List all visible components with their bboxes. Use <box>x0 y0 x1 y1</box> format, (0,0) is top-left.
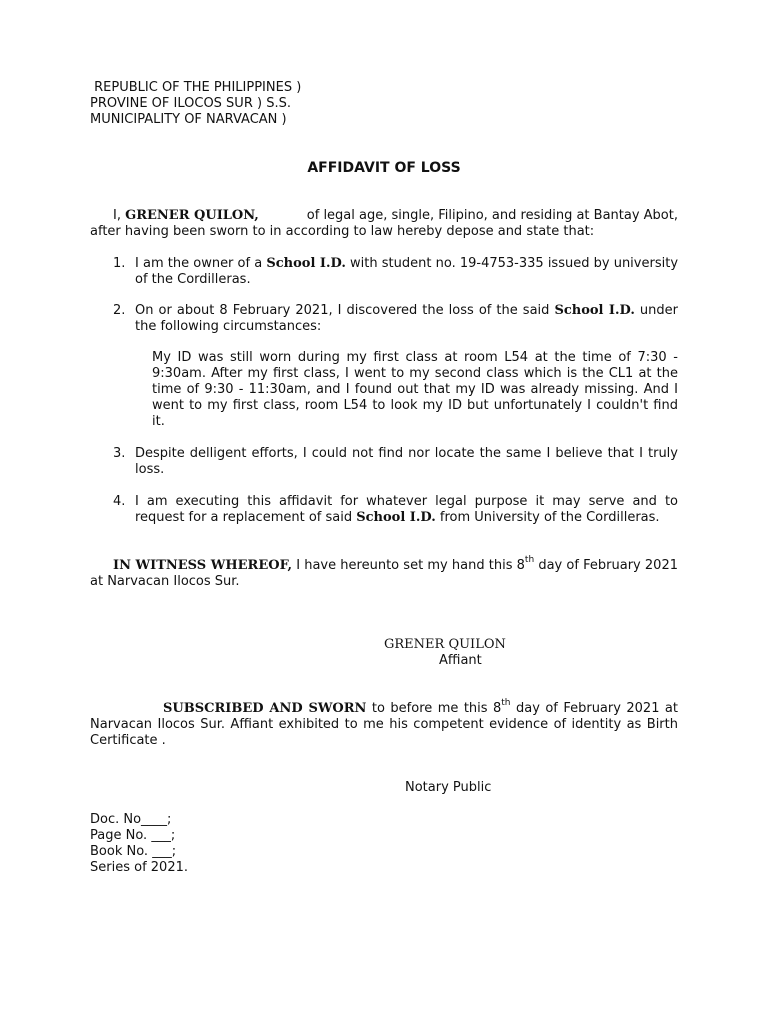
venue-line-province: PROVINE OF ILOCOS SUR ) S.S. <box>90 96 291 111</box>
intro-paragraph <box>90 208 678 240</box>
item-text-post: from University of the Cordilleras. <box>435 510 660 525</box>
series-line: Series of 2021. <box>90 860 188 875</box>
document-title: AFFIDAVIT OF LOSS <box>307 160 461 176</box>
venue-line-municipality: MUNICIPALITY OF NARVACAN ) <box>90 112 287 127</box>
deponent-name: GRENER QUILON, <box>125 208 259 223</box>
list-item <box>113 303 678 335</box>
circumstances-paragraph: My ID was still worn during my first class at room L54 at the time of 7:30 - 9:30am. After my first class, I went to my second class which is the CL1 at the time of 9:30 - 11:30am, and I found out that my ID was already missing. And I went to my first class, room L54 to look my ID but unfortunately I couldn't find it. <box>152 350 678 429</box>
intro-first-line-text <box>113 208 259 224</box>
item-text-bold: School I.D. <box>266 256 346 271</box>
intro-line-1 <box>113 208 678 224</box>
witness-pre: I have hereunto set my hand this 8 <box>292 558 525 573</box>
item-number: 4. <box>113 494 126 509</box>
sworn-post: day of February 2021 at Narvacan Ilocos Sur. Affiant exhibited to me his competent evidence of identity as Birth Certificate . <box>90 701 678 748</box>
book-number-line: Book No. ___; <box>90 844 177 859</box>
witness-paragraph <box>90 555 678 590</box>
venue-line-republic: REPUBLIC OF THE PHILIPPINES ) <box>90 80 302 95</box>
item-number: 3. <box>113 446 126 461</box>
affiant-block <box>384 637 506 669</box>
witness-post: day of February 2021 at Narvacan Ilocos Sur. <box>90 558 678 589</box>
item-text-bold: School I.D. <box>356 510 436 525</box>
item-text-bold: School I.D. <box>554 303 635 318</box>
intro-rest-line-1: of legal age, single, Filipino, and residing at Bantay Abot, <box>306 208 678 223</box>
affiant-role: Affiant <box>439 653 482 668</box>
page-number-line: Page No. ___; <box>90 828 176 843</box>
item-text <box>135 494 678 526</box>
notary-public-label: Notary Public <box>405 780 492 795</box>
item-text <box>135 303 678 335</box>
list-item <box>113 446 678 478</box>
affiant-name: GRENER QUILON <box>384 637 506 652</box>
witness-heading: IN WITNESS WHEREOF, <box>113 558 293 573</box>
witness-sup: th <box>524 555 535 565</box>
intro-lead: I, <box>113 208 126 223</box>
list-item <box>113 256 678 288</box>
sworn-heading: SUBSCRIBED AND SWORN <box>163 701 367 716</box>
sworn-sup: th <box>501 698 511 708</box>
item-text-post: under the following circumstances: <box>135 303 678 334</box>
item-text-pre: I am executing this affidavit for whatever legal purpose it may serve and to request for a replacement of said <box>135 494 678 525</box>
item-number: 2. <box>113 303 126 318</box>
venue-block <box>90 80 301 128</box>
intro-rest-line-2: after having been sworn to in according to law hereby depose and state that: <box>90 224 595 239</box>
item-text-pre: On or about 8 February 2021, I discovered the loss of the said <box>135 303 555 318</box>
notarial-register-block <box>90 812 188 876</box>
list-item <box>113 494 678 526</box>
sworn-pre: to before me this 8 <box>366 701 502 716</box>
item-number: 1. <box>113 256 126 271</box>
sworn-paragraph <box>90 698 678 749</box>
doc-number-line: Doc. No____; <box>90 812 172 827</box>
item-text: Despite delligent efforts, I could not find nor locate the same I believe that I truly loss. <box>135 446 678 477</box>
item-text-pre: I am the owner of a <box>135 256 267 271</box>
item-text-post: with student no. 19-4753-335 issued by university of the Cordilleras. <box>135 256 679 287</box>
item-text <box>135 256 678 288</box>
